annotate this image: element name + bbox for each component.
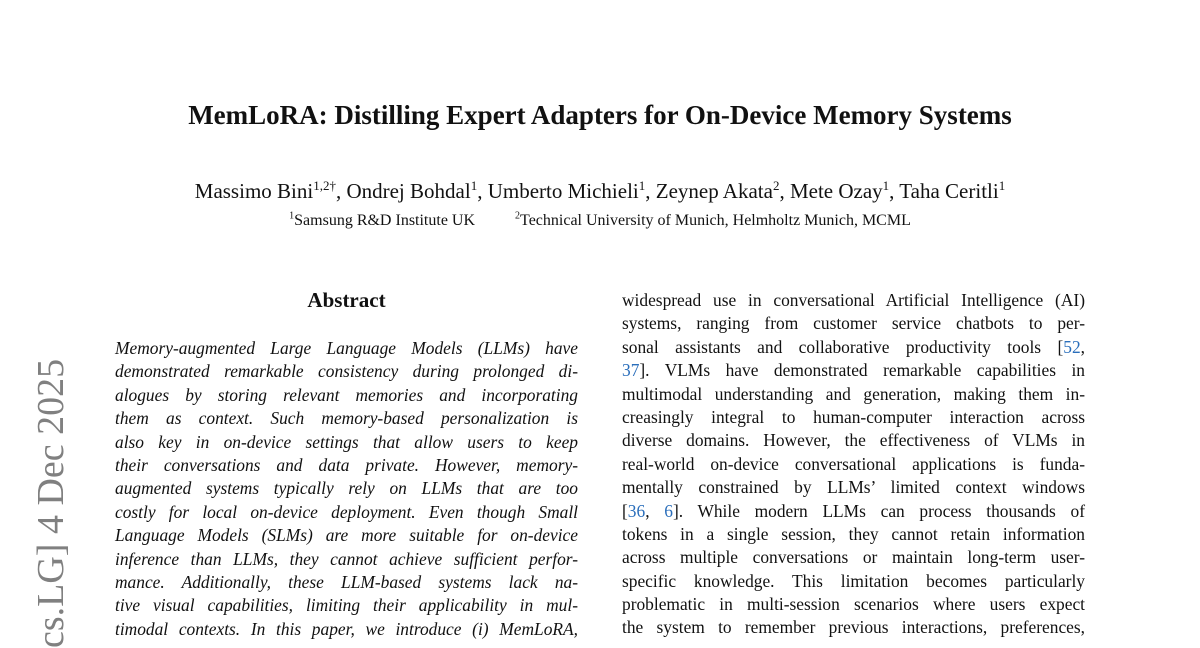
intro-text: specific knowledge. This limitation becomes particularly <box>622 570 1085 591</box>
intro-line <box>622 523 1085 546</box>
author-separator: , <box>477 179 488 203</box>
intro-text: mentally constrained by LLMs’ limited context windows <box>622 477 1085 498</box>
intro-text: widespread use in conversational Artificial Intelligence (AI) <box>622 290 1085 310</box>
author-name: Zeynep Akata <box>655 179 773 203</box>
intro-line <box>622 336 1085 359</box>
intro-text: ]. While modern LLMs can process thousands of <box>672 500 1086 521</box>
citation-link[interactable]: 52 <box>1063 336 1081 357</box>
intro-text: , <box>1080 336 1085 357</box>
abstract-line: their conversations and data private. However, memory- <box>115 454 578 475</box>
intro-line <box>622 616 1085 639</box>
intro-text: sonal assistants and collaborative productivity tools [ <box>622 336 1064 357</box>
intro-line <box>622 359 1085 382</box>
intro-text: creasingly integral to human-computer interaction across <box>622 406 1085 427</box>
intro-line <box>622 546 1085 569</box>
intro-line <box>622 312 1085 335</box>
affiliation-name: Samsung R&D Institute UK <box>294 212 476 229</box>
author-name: Massimo Bini <box>194 179 314 203</box>
abstract-line: tive visual capabilities, limiting their applicability in mul- <box>115 595 578 616</box>
citation-link[interactable]: 36 <box>627 500 646 521</box>
intro-text: across multiple conversations or maintain long-term user- <box>622 547 1085 568</box>
intro-text: real-world on-device conversational applications is funda- <box>622 453 1085 474</box>
affiliation-list <box>0 210 1200 232</box>
abstract-body <box>115 337 578 641</box>
author-name: Taha Ceritli <box>899 179 999 203</box>
affiliation-mark: 2 <box>515 210 521 222</box>
intro-text: [ <box>622 500 628 521</box>
author-separator: , <box>645 179 656 203</box>
author-name: Ondrej Bohdal <box>346 179 471 203</box>
author-list <box>0 177 1200 205</box>
intro-text: ]. VLMs have demonstrated remarkable capabilities in <box>639 360 1085 381</box>
author-affiliation-mark: 1 <box>638 178 646 193</box>
abstract-line: inference than LLMs, they cannot achieve sufficient perfor- <box>115 548 578 569</box>
abstract-line: Language Models (SLMs) are more suitable for on-device <box>115 525 578 546</box>
abstract-line: demonstrated remarkable consistency during prolonged di- <box>115 361 578 382</box>
abstract-line: mance. Additionally, these LLM-based systems lack na- <box>115 571 578 592</box>
intro-line <box>622 476 1085 499</box>
abstract-line: also key in on-device settings that allow users to keep <box>115 431 578 452</box>
paper-title: MemLoRA: Distilling Expert Adapters for On-Device Memory Systems <box>188 100 1012 130</box>
author-affiliation-mark: 1 <box>998 178 1006 193</box>
intro-text: diverse domains. However, the effectiveness of VLMs in <box>622 430 1085 451</box>
author-separator: , <box>779 179 790 203</box>
abstract-line: costly for local on-device deployment. Even though Small <box>115 501 578 522</box>
author-separator: , <box>335 179 347 203</box>
intro-line <box>622 500 1085 523</box>
intro-line <box>622 383 1085 406</box>
abstract-line: timodal contexts. In this paper, we introduce (i) MemLoRA, <box>115 618 578 639</box>
intro-text: problematic in multi-session scenarios where users expect <box>622 594 1085 615</box>
intro-text: the system to remember previous interactions, preferences, <box>622 617 1085 638</box>
affiliation-mark: 1 <box>289 210 295 222</box>
intro-line <box>622 429 1085 452</box>
author-name: Mete Ozay <box>789 179 883 203</box>
abstract-line: Memory-augmented Large Language Models (LLMs) have <box>115 338 578 358</box>
intro-line <box>622 453 1085 476</box>
author-affiliation-mark: 1,2† <box>313 178 336 193</box>
intro-line <box>622 406 1085 429</box>
abstract-heading: Abstract <box>307 288 386 312</box>
author-affiliation-mark: 1 <box>470 178 478 193</box>
author-affiliation-mark: 1 <box>882 178 890 193</box>
intro-text: multimodal understanding and generation, making them in- <box>622 383 1085 404</box>
abstract-line: alogues by storing relevant memories and incorporating <box>115 384 578 405</box>
citation-link[interactable]: 37 <box>622 360 640 381</box>
arxiv-stamp: cs.LG] 4 Dec 2025 <box>30 358 72 648</box>
intro-line <box>622 570 1085 593</box>
author-name: Umberto Michieli <box>487 179 639 203</box>
intro-line <box>622 593 1085 616</box>
citation-link[interactable]: 6 <box>664 500 673 521</box>
author-affiliation-mark: 2 <box>772 178 780 193</box>
abstract-line: them as context. Such memory-based personalization is <box>115 408 578 429</box>
intro-text: systems, ranging from customer service chatbots to per- <box>622 313 1085 334</box>
author-separator: , <box>889 179 900 203</box>
affiliation-name: Technical University of Munich, Helmholtz Munich, MCML <box>520 212 911 229</box>
intro-line <box>622 289 1085 312</box>
introduction-body <box>622 289 1085 640</box>
intro-text: , <box>645 500 665 521</box>
abstract-line: augmented systems typically rely on LLMs that are too <box>115 478 578 499</box>
intro-text: tokens in a single session, they cannot retain information <box>622 523 1085 544</box>
